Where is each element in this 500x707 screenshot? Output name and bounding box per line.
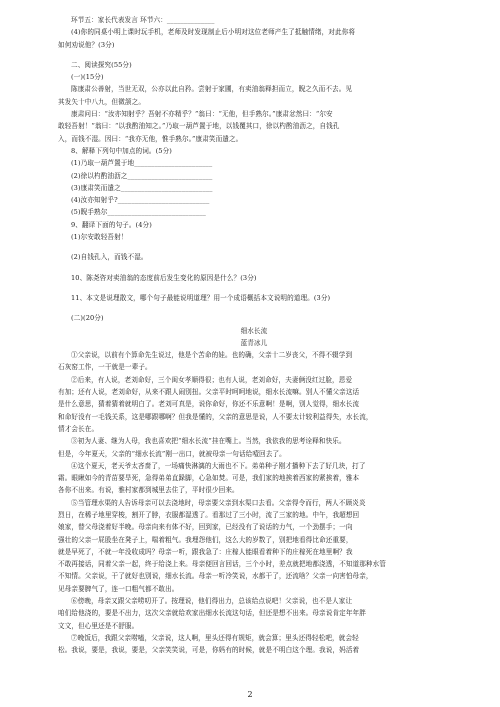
text-line: (二)(20分) (71, 314, 104, 323)
answer-space (58, 264, 450, 272)
answer-space (58, 51, 450, 59)
text-line: 如何劝说他？(3分) (58, 40, 115, 49)
text-line: 烈日，在稀子地里穿梭，割开了脖，衣服都湿透了。看那过了三小时，流了三家的地。中午，我超想回 (58, 510, 360, 519)
text-line: 细水长流 (240, 326, 268, 335)
text-line: 11、本文是说理散文，哪个句子最能说明道理？用一个成语概括本文说明的道理。(3分) (71, 293, 331, 302)
text-line: (1)乃取一葫芦置于地_______________________ (71, 159, 213, 168)
text-line: (5)睨手熟尔_____________________________ (71, 208, 206, 217)
text-line: 就是早死了，不就一年没收成吗？母亲一听，跟我急了：庄稼人能眼看着种下的庄稼死在地里啊？我 (58, 547, 353, 556)
text-line: 其发矢十中八九，但微颔之。 (58, 97, 146, 106)
document-body (58, 14, 450, 657)
text-line: (4)汝亦知射乎?___________________________ (71, 196, 210, 205)
text-line: 石灰窑工作，一干就是一辈子。 (58, 363, 152, 372)
page-number: 2 (247, 690, 253, 699)
text-line: 见母亲要脾气了，连一口粗气都不敢出。 (58, 584, 179, 593)
text-line: 但是，今年夏天，父亲的“细水长流”刚一出口，就被母亲一句话给噎回去了。 (58, 449, 286, 458)
text-line: 8、解释下列句中加点的词。(5分) (71, 146, 172, 155)
text-line: (1)尔安敢轻吾射！ (71, 233, 128, 242)
text-line: 强壮的父亲一屁股坐在凳子上，喘着粗气。我埋怨他们，这么大的岁数了，别把地看得比命还重要， (58, 535, 353, 544)
text-line: ⑦晚饭后，我跟父亲唠嗑，父亲说，这人啊，里头还得有规矩，就会算；里头还得轻松吧，就会轻 (71, 633, 359, 642)
text-line: (2)自钱孔入，而钱不湿。 (71, 253, 148, 262)
text-line: (3)康肃笑而遣之___________________________ (71, 183, 213, 192)
text-line: 9、翻译下面的句子。(4分) (71, 220, 152, 229)
text-line: ②后来，有人说，老刘命好，三个闺女孝顺得很；也有人说，老刘命好，夫妻俩没红过脸，恩爱 (71, 375, 353, 384)
text-line: ③初为人妻、继为人母，我也喜欢把“细水长流”挂在嘴上。当然，我依我的思考诠释和快乐。 (71, 437, 346, 446)
text-line: 情才会长在。 (58, 424, 99, 433)
text-line: (4)你的同桌小明上课时玩手机，老师及时发现制止后小明对这位老师产生了抵触情绪，对此你将 (71, 28, 356, 37)
text-line: 蓝青冰儿 (240, 338, 268, 347)
text-line: ⑤当管理水渠的人告诉母亲可以去浇地时，母亲要父亲到水渠口去看。父亲得令而行，两人不顾炎炎 (71, 498, 366, 507)
text-line: ⑥傍晚，母亲又跟父亲唠叨开了。按理说，他们得出力，总该给点说吧！父亲说，也不是人家让 (71, 597, 353, 606)
text-line: 入，而钱不湿。因曰：“我亦无他，惟手熟尔。”康肃笑而遣之。 (58, 134, 243, 143)
text-line: ①父亲说，以前有个算命先生说过，他是个苦命的娃。也的确，父亲十二岁丧父，不得不辍学到 (71, 351, 353, 360)
text-line: 是什么意思，猜着猜着就明白了。老刘可真是，说你命好，你还不乐意啊！是啊，别人觉得，细水长流 (58, 400, 360, 409)
answer-space (58, 243, 450, 251)
text-line: ④这个夏天，老天爷太吝啬了，一场痛快淋漓的大雨也不下。弟弟种子刚才播种下去了好几块，打了 (71, 461, 366, 470)
text-line: (一)(15分) (71, 73, 104, 82)
text-line: 10、陈尧咨对卖油翁的态度前后发生变化的原因是什么？(3分) (71, 273, 257, 282)
text-line: 康肃问曰：“汝亦知射乎？吾射不亦精乎？”翁曰：“无他，但手熟尔。”康肃忿然曰：“尔安 (71, 110, 333, 119)
answer-space (58, 284, 450, 292)
text-line: 陈康肃公善射，当世无双，公亦以此自矜。尝射于家圃，有卖油翁释担而立，睨之久而不去。见 (71, 85, 353, 94)
text-line: 不敢再接话，同着父亲一起，终于给浇上来。母亲便回言回话，三个小时，差点就把地都浇透，不知道那种水管 (58, 560, 386, 569)
text-line: 咱们给他浇的，要是不出力，这次父亲就给欢家出细水长流这句话，但还是想不出来。母亲说肯定年年胖 (58, 609, 366, 618)
text-line: 不知情。父亲说，干了就好也别说，细水长流。母亲一听冷笑说，水都干了，还流啥？父亲一向害怕母亲， (58, 572, 373, 581)
text-line: 环节五：家长代表发言 环节六：______________ (71, 16, 215, 24)
text-line: 二、阅读探究(55分) (71, 60, 132, 69)
text-line: 敢轻吾射！”翁曰：“以我酌油知之。”乃取一葫芦置于地，以钱覆其口，徐以杓酌油沥之，自钱孔 (58, 122, 340, 131)
text-line: 有加；还有人说，老刘命好，从来不跟人闹别扭。父亲平时呵呵地说，细水长流嘛。别人不懂父亲这话 (58, 388, 360, 397)
text-line: 文文，但心里还是不舒服。 (58, 621, 139, 630)
text-line: 和命好没有一毛钱关系，这是哪跟哪啊？但我是懂的，父亲的意思是说，人不要太计较利益得失，水长流， (58, 412, 373, 421)
text-line: 各你不出来。有说，雅村家都到城里去住了，平时很少回来。 (58, 486, 239, 495)
text-line: 霜。眼瞅如今的青苗要旱死，急得弟弟直跺脚，心急如焚。可是，我们家的地挨着西家的紧挨着，雅本 (58, 474, 360, 483)
answer-space (58, 304, 450, 312)
text-line: 娘家，替父母浇着好半晚。母亲向来有体不好，回到家，已经没有了说话的力气，一个劲摆手；一向 (58, 523, 353, 532)
text-line: 松。我说，要是，我说，要是，父亲笑笑说，可是，你妈有的时候，就是不明白这个理。我说，妈活着 (58, 646, 360, 655)
text-line: (2)徐以杓酌油沥之_________________________ (71, 171, 213, 180)
